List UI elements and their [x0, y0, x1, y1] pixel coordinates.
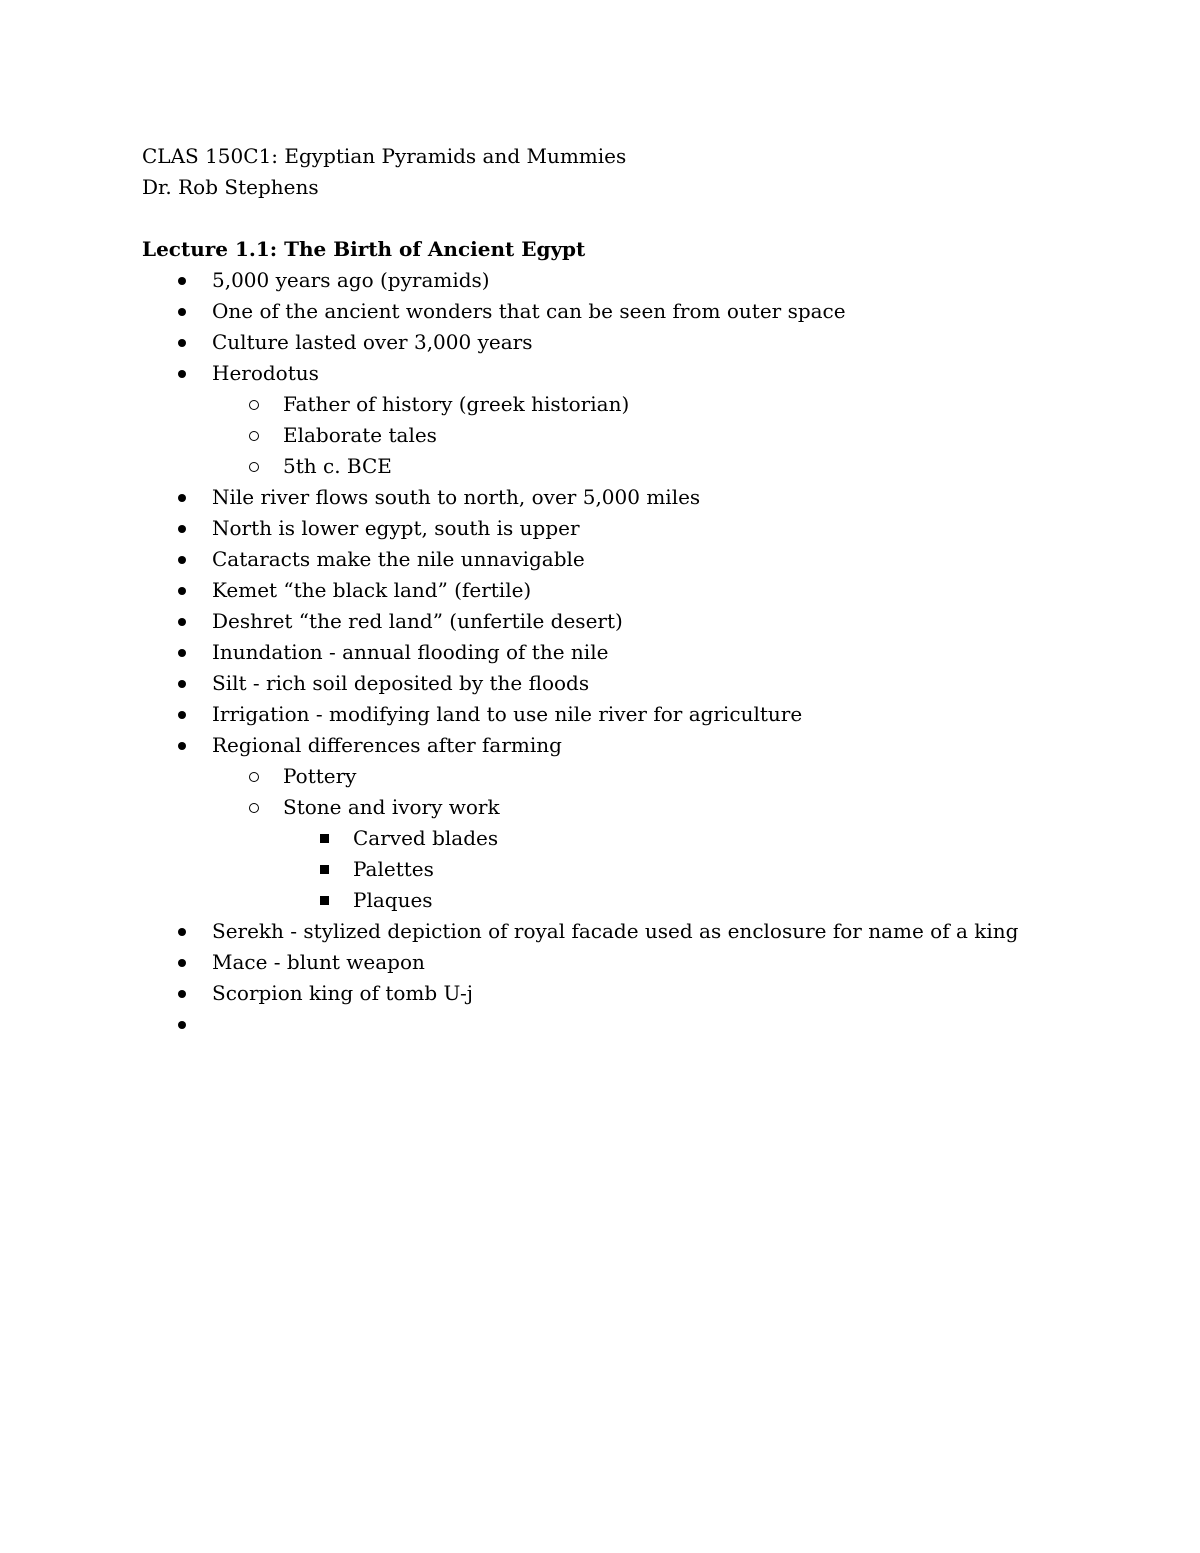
list-item: [142, 947, 1122, 978]
bullet-circle-icon: [244, 451, 264, 482]
bullet-disc-icon: [172, 1009, 192, 1040]
bullet-disc-icon: [172, 327, 192, 358]
bullet-circle-icon: [244, 792, 264, 823]
bullet-square-icon: [314, 823, 334, 854]
instructor-name: Dr. Rob Stephens: [142, 175, 319, 199]
list-item-text: Inundation - annual flooding of the nile: [212, 640, 609, 664]
bullet-disc-icon: [172, 947, 192, 978]
list-item: [142, 420, 1122, 451]
bullet-circle-icon: [244, 420, 264, 451]
blank-line: [142, 203, 1122, 234]
list-item: [142, 389, 1122, 420]
list-item-text: Irrigation - modifying land to use nile river for agriculture: [212, 702, 803, 726]
list-item: [142, 544, 1122, 575]
list-item-text: Plaques: [353, 888, 433, 912]
list-item-text: Culture lasted over 3,000 years: [212, 330, 533, 354]
list-item-text: Regional differences after farming: [212, 733, 562, 757]
list-item-text: Nile river flows south to north, over 5,000 miles: [212, 485, 701, 509]
list-item-text: 5,000 years ago (pyramids): [212, 268, 490, 292]
list-item-text: Silt - rich soil deposited by the floods: [212, 671, 590, 695]
list-item: [142, 1009, 1122, 1040]
list-item: [142, 823, 1122, 854]
list-item-text: Cataracts make the nile unnavigable: [212, 547, 585, 571]
list-item-text: 5th c. BCE: [283, 454, 392, 478]
bullet-disc-icon: [172, 699, 192, 730]
lecture-heading: Lecture 1.1: The Birth of Ancient Egypt: [142, 237, 586, 261]
list-item: [142, 451, 1122, 482]
list-item: [142, 978, 1122, 1009]
list-item: [142, 885, 1122, 916]
list-item-text: Palettes: [353, 857, 434, 881]
bullet-disc-icon: [172, 513, 192, 544]
bullet-disc-icon: [172, 544, 192, 575]
list-item: [142, 327, 1122, 358]
bullet-disc-icon: [172, 916, 192, 947]
list-item: [142, 575, 1122, 606]
course-title: CLAS 150C1: Egyptian Pyramids and Mummies: [142, 144, 627, 168]
bullet-disc-icon: [172, 730, 192, 761]
list-item-text: One of the ancient wonders that can be seen from outer space: [212, 299, 846, 323]
list-item-text: Pottery: [283, 764, 357, 788]
list-item: [142, 296, 1122, 327]
document-body: [142, 141, 1122, 1040]
list-item: [142, 265, 1122, 296]
list-item: [142, 730, 1122, 761]
list-item: [142, 761, 1122, 792]
list-item-text: Serekh - stylized depiction of royal facade used as enclosure for name of a king: [212, 919, 1019, 943]
list-item: [142, 854, 1122, 885]
bullet-disc-icon: [172, 575, 192, 606]
list-item: [142, 513, 1122, 544]
list-item-text: Deshret “the red land” (unfertile desert): [212, 609, 623, 633]
list-item: [142, 792, 1122, 823]
list-item: [142, 637, 1122, 668]
list-item: [142, 482, 1122, 513]
bullet-square-icon: [314, 885, 334, 916]
bullet-disc-icon: [172, 296, 192, 327]
bullet-disc-icon: [172, 482, 192, 513]
list-item-text: Herodotus: [212, 361, 319, 385]
list-item: [142, 606, 1122, 637]
list-item: [142, 358, 1122, 389]
list-item: [142, 916, 1122, 947]
bullet-disc-icon: [172, 978, 192, 1009]
list-item-text: Elaborate tales: [283, 423, 437, 447]
bullet-disc-icon: [172, 637, 192, 668]
list-item-text: North is lower egypt, south is upper: [212, 516, 580, 540]
list-item-text: Father of history (greek historian): [283, 392, 630, 416]
bullet-disc-icon: [172, 606, 192, 637]
list-item-text: Mace - blunt weapon: [212, 950, 425, 974]
bullet-square-icon: [314, 854, 334, 885]
list-item: [142, 699, 1122, 730]
bullet-disc-icon: [172, 265, 192, 296]
bullet-disc-icon: [172, 358, 192, 389]
list-item-text: Carved blades: [353, 826, 499, 850]
list-item-text: Stone and ivory work: [283, 795, 500, 819]
list-item-text: Scorpion king of tomb U-j: [212, 981, 474, 1005]
bullet-circle-icon: [244, 761, 264, 792]
bullet-circle-icon: [244, 389, 264, 420]
list-item-text: Kemet “the black land” (fertile): [212, 578, 532, 602]
bullet-disc-icon: [172, 668, 192, 699]
list-item: [142, 668, 1122, 699]
notes-list: [142, 265, 1122, 1040]
